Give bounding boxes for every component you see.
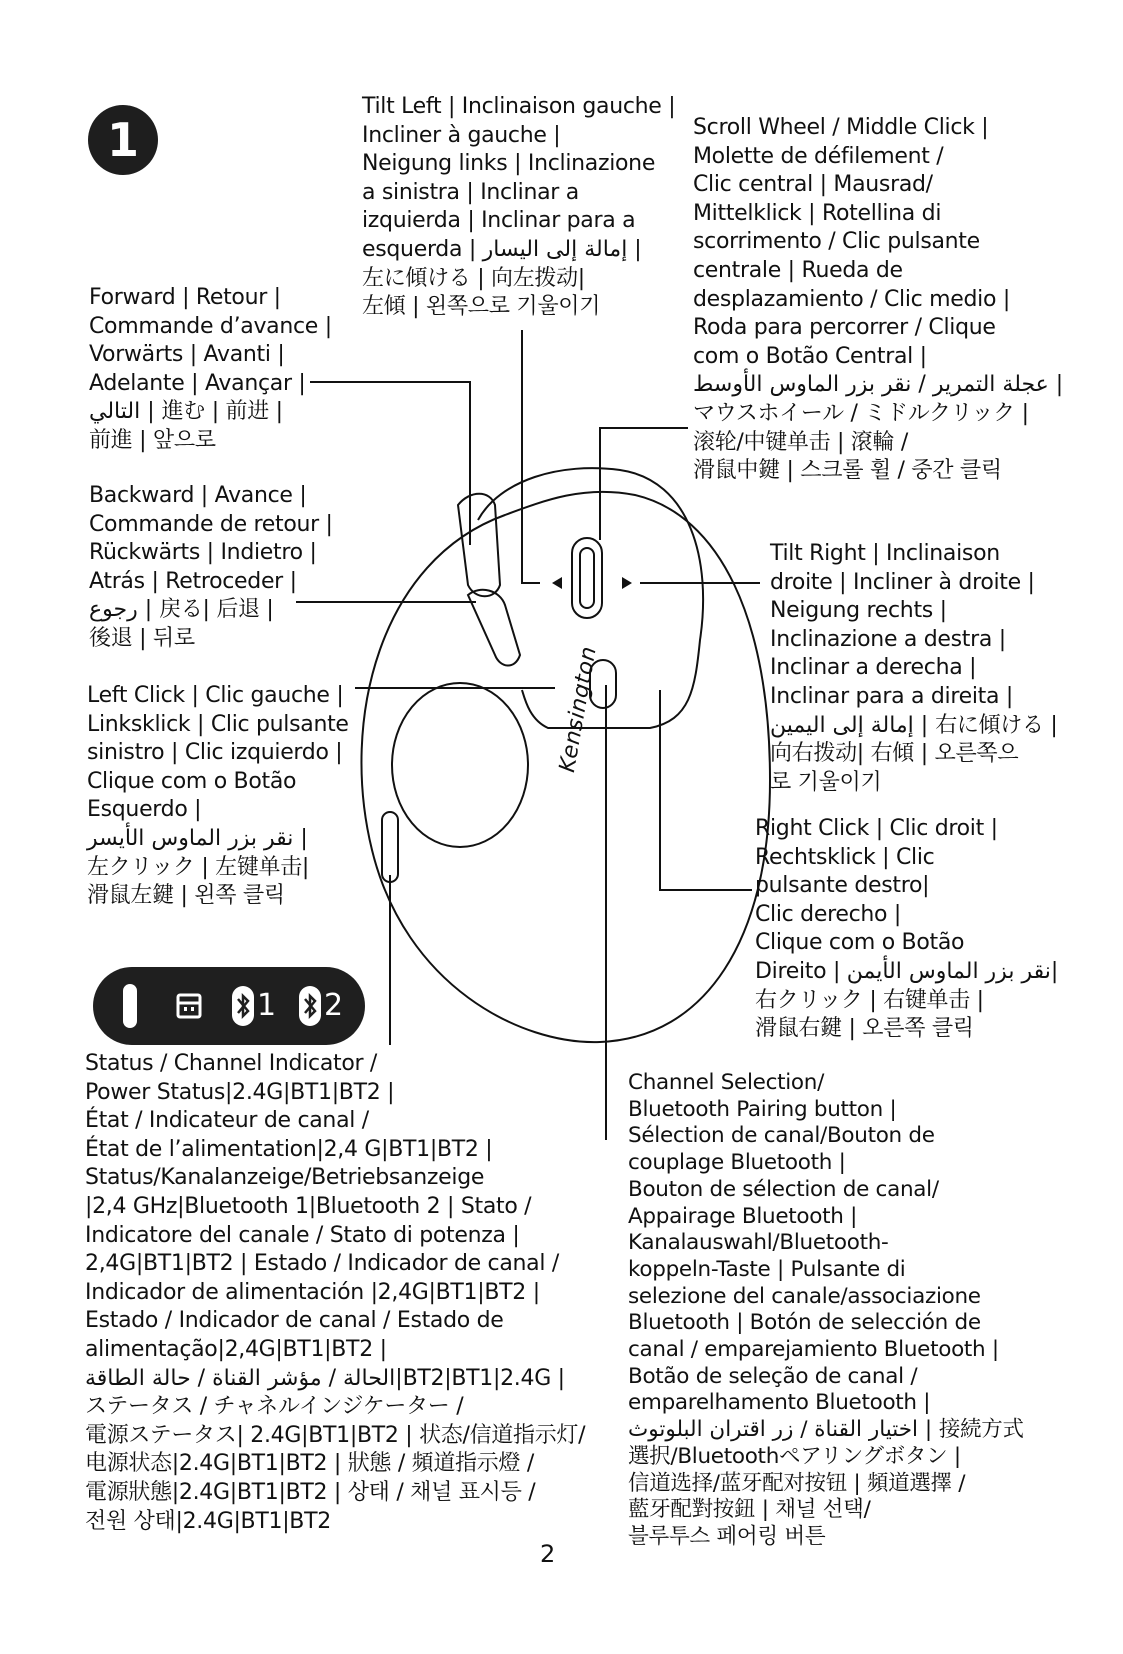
callout-line: Rückwärts | Indietro | xyxy=(89,540,317,566)
callout-line: 右クリック | 右键单击 | xyxy=(755,987,984,1013)
callout-line: Atrás | Retroceder | xyxy=(89,568,297,594)
callout-line: 左傾 | 왼쪽으로 기울이기 xyxy=(362,294,601,320)
callout-line: اختيار القناة / زر اقتران البلوتوث | 接続方式 xyxy=(628,1417,1024,1443)
led-strip xyxy=(382,812,398,882)
callout-line: canal / emparejamiento Bluetooth | xyxy=(628,1337,999,1363)
step-number-badge: 1 xyxy=(88,105,158,175)
callout-line: Backward | Avance | xyxy=(89,483,307,508)
callout-line: Clic central | Mausrad/ xyxy=(693,172,933,198)
callout-line: التالي | 進む | 前进 | xyxy=(89,399,283,425)
callout-line: Inclinazione a destra | xyxy=(770,626,1006,652)
callout-line: 電源ステータス| 2.4G|BT1|BT2 | 状态/信道指示灯/ xyxy=(85,1422,586,1448)
callout-line: 电源状态|2.4G|BT1|BT2 | 狀態 / 頻道指示燈 / xyxy=(85,1451,534,1477)
callout-line: izquierda | Inclinar para a xyxy=(362,208,636,234)
status-indicator-graphic xyxy=(93,967,365,1045)
callout-line: Sélection de canal/Bouton de xyxy=(628,1123,935,1149)
callout-line: نقر بزر الماوس الأيسر | xyxy=(87,825,308,851)
callout-line: Clique com o Botão xyxy=(87,768,297,794)
callout-line: 2,4G|BT1|BT2 | Estado / Indicador de canal / xyxy=(85,1251,559,1277)
left-click-callout xyxy=(87,682,349,911)
callout-line: scorrimento / Clic pulsante xyxy=(693,229,980,255)
callout-line: Commande de retour | xyxy=(89,511,333,537)
callout-line: État de l’alimentation|2,4 G|BT1|BT2 | xyxy=(85,1136,493,1162)
channel-1-label: 1 xyxy=(257,988,277,1023)
callout-line: Neigung rechts | xyxy=(770,598,947,624)
tilt-left-leader xyxy=(522,330,540,583)
callout-line: Right Click | Clic droit | xyxy=(755,816,998,841)
callout-line: Botão de seleção de canal / xyxy=(628,1363,918,1389)
tilt-left-callout xyxy=(362,93,675,322)
callout-line: Estado / Indicador de canal / Estado de xyxy=(85,1308,504,1334)
callout-line: Incliner à gauche | xyxy=(362,122,561,148)
channel-selection-callout xyxy=(628,1070,1024,1551)
trackball xyxy=(392,683,528,847)
callout-line: desplazamiento / Clic medio | xyxy=(693,286,1010,312)
power-pill-icon xyxy=(123,984,137,1028)
callout-line: 로 기울이기 xyxy=(770,769,882,795)
usb-dongle-icon xyxy=(175,992,203,1020)
callout-line: koppeln-Taste | Pulsante di xyxy=(628,1256,906,1282)
backward-callout xyxy=(89,482,333,654)
callout-line: sinistro | Clic izquierdo | xyxy=(87,740,343,766)
bluetooth-icon xyxy=(298,985,322,1027)
callout-line: esquerda | إمالة إلى اليسار | xyxy=(362,236,642,262)
scroll-wheel-leader xyxy=(600,428,688,540)
callout-line: pulsante destro| xyxy=(755,873,930,899)
callout-line: 後退 | 뒤로 xyxy=(89,625,195,651)
callout-line: Direito | نقر بزر الماوس الأيمن| xyxy=(755,958,1059,984)
callout-line: Scroll Wheel / Middle Click | xyxy=(693,115,989,140)
callout-line: Status / Channel Indicator / xyxy=(85,1051,378,1076)
callout-line: 滚轮/中键单击 | 滾輪 / xyxy=(693,429,909,455)
callout-line: Tilt Left | Inclinaison gauche | xyxy=(362,94,676,119)
callout-line: 滑鼠中鍵 | 스크롤 휠 / 중간 클릭 xyxy=(693,458,1002,484)
channel-2-label: 2 xyxy=(324,988,344,1023)
bluetooth-icon xyxy=(231,985,255,1027)
callout-line: Adelante | Avançar | xyxy=(89,370,306,396)
callout-line: Forward | Retour | xyxy=(89,285,281,310)
callout-line: 滑鼠右鍵 | 오른쪽 클릭 xyxy=(755,1016,974,1042)
callout-line: Kanalauswahl/Bluetooth- xyxy=(628,1230,889,1256)
callout-line: رجوع | 戻る| 后退 | xyxy=(89,597,274,623)
scroll-wheel xyxy=(572,538,602,618)
callout-line: الحالة / مؤشر القناة / حالة الطاقة|BT2|BT1|2.4G | xyxy=(85,1365,565,1391)
callout-line: Tilt Right | Inclinaison xyxy=(770,541,1000,566)
callout-line: Appairage Bluetooth | xyxy=(628,1203,858,1229)
right-click-leader xyxy=(660,690,752,890)
callout-line: Left Click | Clic gauche | xyxy=(87,683,344,708)
callout-line: Vorwärts | Avanti | xyxy=(89,342,285,368)
callout-line: a sinistra | Inclinar a xyxy=(362,179,579,205)
callout-line: 블루투스 페어링 버튼 xyxy=(628,1523,826,1549)
callout-line: 左に傾ける | 向左拨动| xyxy=(362,265,585,291)
callout-line: 前進 | 앞으로 xyxy=(89,427,216,453)
callout-line: 向右拨动| 右傾 | 오른쪽으 xyxy=(770,741,1019,767)
forward-callout xyxy=(89,284,332,456)
callout-line: Inclinar a derecha | xyxy=(770,655,977,681)
callout-line: Inclinar para a direita | xyxy=(770,683,1013,709)
callout-line: 信道选择/蓝牙配对按钮 | 頻道選擇 / xyxy=(628,1470,966,1496)
callout-line: alimentação|2,4G|BT1|BT2 | xyxy=(85,1336,387,1362)
callout-line: ステータス / チャネルインジケーター / xyxy=(85,1394,464,1420)
callout-line: 選択/Bluetoothペアリングボタン | xyxy=(628,1443,961,1469)
scroll-wheel-callout xyxy=(693,114,1063,486)
callout-line: com o Botão Central | xyxy=(693,343,927,369)
callout-line: 左クリック | 左键单击| xyxy=(87,854,310,880)
callout-line: Power Status|2.4G|BT1|BT2 | xyxy=(85,1079,395,1105)
callout-line: マウスホイール / ミドルクリック | xyxy=(693,400,1029,426)
callout-line: Indicatore del canale / Stato di potenza | xyxy=(85,1222,520,1248)
forward-button xyxy=(458,494,500,597)
callout-line: Neigung links | Inclinazione xyxy=(362,151,656,177)
callout-line: centrale | Rueda de xyxy=(693,257,903,283)
callout-line: Molette de défilement / xyxy=(693,143,944,169)
callout-line: Roda para percorrer / Clique xyxy=(693,315,996,341)
callout-line: عجلة التمرير / نقر بزر الماوس الأوسط | xyxy=(693,372,1064,398)
forward-leader xyxy=(310,382,470,545)
callout-line: Mittelklick | Rotellina di xyxy=(693,200,942,226)
callout-line: Status/Kanalanzeige/Betriebsanzeige xyxy=(85,1165,485,1191)
callout-line: Linksklick | Clic pulsante xyxy=(87,711,349,737)
callout-line: État / Indicateur de canal / xyxy=(85,1108,369,1134)
callout-line: couplage Bluetooth | xyxy=(628,1150,846,1176)
callout-line: 전원 상태|2.4G|BT1|BT2 xyxy=(85,1508,331,1534)
callout-line: |2,4 GHz|Bluetooth 1|Bluetooth 2 | Stato / xyxy=(85,1193,532,1219)
status-callout xyxy=(85,1050,585,1536)
callout-line: Clique com o Botão xyxy=(755,930,965,956)
callout-line: 藍牙配對按鈕 | 채널 선택/ xyxy=(628,1497,871,1523)
callout-line: 滑鼠左鍵 | 왼쪽 클릭 xyxy=(87,883,285,909)
callout-line: emparelhamento Bluetooth | xyxy=(628,1390,931,1416)
callout-line: Clic derecho | xyxy=(755,901,901,927)
tilt-right-callout xyxy=(770,540,1058,797)
callout-line: Channel Selection/ xyxy=(628,1070,825,1095)
callout-line: droite | Incliner à droite | xyxy=(770,569,1035,595)
callout-line: selezione del canale/associazione xyxy=(628,1283,981,1309)
callout-line: Bouton de sélection de canal/ xyxy=(628,1176,939,1202)
callout-line: Rechtsklick | Clic xyxy=(755,844,935,870)
callout-line: Bluetooth Pairing button | xyxy=(628,1096,897,1122)
callout-line: Esquerdo | xyxy=(87,797,202,823)
callout-line: إمالة إلى اليمين | 右に傾ける | xyxy=(770,712,1058,738)
tilt-left-arrow xyxy=(552,577,562,589)
callout-line: Bluetooth | Botón de selección de xyxy=(628,1310,981,1336)
callout-line: 電源狀態|2.4G|BT1|BT2 | 상태 / 채널 표시등 / xyxy=(85,1479,536,1505)
callout-line: Commande d’avance | xyxy=(89,313,332,339)
callout-line: Indicador de alimentación |2,4G|BT1|BT2 | xyxy=(85,1279,540,1305)
right-click-callout xyxy=(755,815,1058,1044)
tilt-right-arrow xyxy=(622,577,632,589)
brand-logo: Kensington xyxy=(555,644,602,775)
page-number: 2 xyxy=(540,1540,556,1568)
